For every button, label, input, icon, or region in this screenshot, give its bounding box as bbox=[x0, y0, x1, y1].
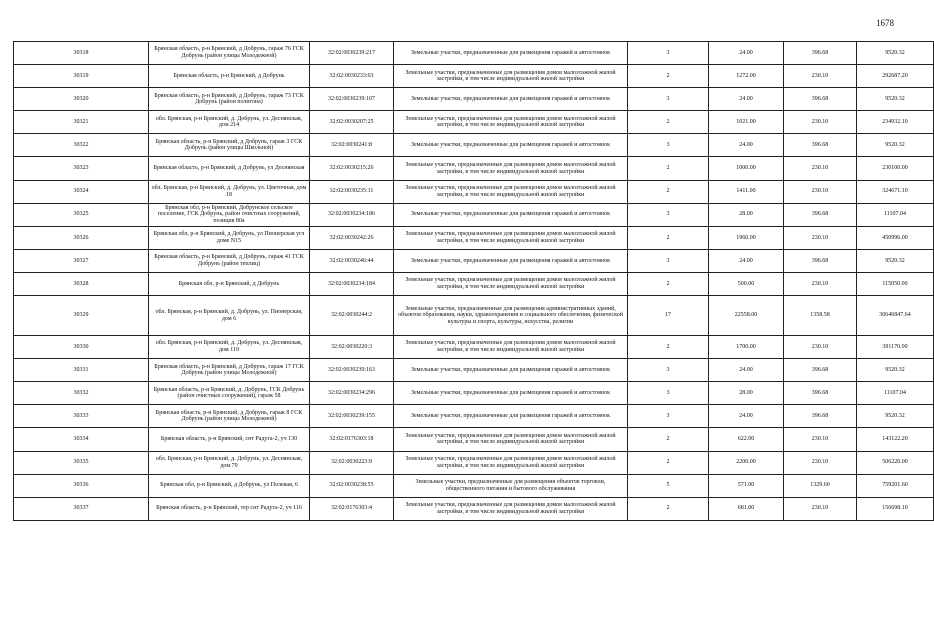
land-use-cell: Земельные участки, предназначенные для размещения домов малоэтажной жилой застройки, в том числе индивидуальной жилой застройки bbox=[394, 428, 628, 451]
row-id-cell: 30328 bbox=[14, 272, 149, 295]
table-row bbox=[14, 203, 934, 226]
table-row bbox=[14, 134, 934, 157]
unit-value-cell: 230.10 bbox=[784, 65, 857, 88]
land-use-cell: Земельные участки, предназначенные для размещения домов малоэтажной жилой застройки, в том числе индивидуальной жилой застройки bbox=[394, 226, 628, 249]
unit-value-cell: 396.68 bbox=[784, 88, 857, 111]
land-use-cell: Земельные участки, предназначенные для размещения домов малоэтажной жилой застройки, в том числе индивидуальной жилой застройки bbox=[394, 272, 628, 295]
cadastral-number-cell: 32:02:0176303:18 bbox=[310, 428, 394, 451]
use-group-cell: 3 bbox=[628, 134, 709, 157]
address-cell: Брянская область, р-н Брянский, д Добрунь, гараж 73 ГСК Добрунь (район полигона) bbox=[149, 88, 310, 111]
unit-value-cell: 230.10 bbox=[784, 157, 857, 180]
cadastral-value-cell: 324671.10 bbox=[857, 180, 934, 203]
cadastral-value-cell: 11107.04 bbox=[857, 382, 934, 405]
land-use-cell: Земельные участки, предназначенные для размещения домов малоэтажной жилой застройки, в том числе индивидуальной жилой застройки bbox=[394, 180, 628, 203]
table-row bbox=[14, 272, 934, 295]
page-number: 1678 bbox=[876, 18, 894, 28]
area-cell: 1960.00 bbox=[709, 226, 784, 249]
use-group-cell: 17 bbox=[628, 296, 709, 336]
row-id-cell: 30337 bbox=[14, 497, 149, 520]
use-group-cell: 3 bbox=[628, 249, 709, 272]
use-group-cell: 2 bbox=[628, 451, 709, 474]
cadastral-number-cell: 32:02:0030244:2 bbox=[310, 296, 394, 336]
table-row bbox=[14, 382, 934, 405]
land-use-cell: Земельные участки, предназначенные для размещения домов малоэтажной жилой застройки, в том числе индивидуальной жилой застройки bbox=[394, 111, 628, 134]
unit-value-cell: 230.10 bbox=[784, 180, 857, 203]
cadastral-value-cell: 9520.32 bbox=[857, 88, 934, 111]
table-row bbox=[14, 336, 934, 359]
area-cell: 28.00 bbox=[709, 203, 784, 226]
use-group-cell: 5 bbox=[628, 474, 709, 497]
table-row bbox=[14, 451, 934, 474]
row-id-cell: 30324 bbox=[14, 180, 149, 203]
address-cell: Брянская обл, р-н Брянский, д Добрунь bbox=[149, 272, 310, 295]
land-use-cell: Земельные участки, предназначенные для размещения административных зданий, объектов образования, науки, здравоохранения и социального обеспечения, физической культуры и спорта, культуры, искусства, религии bbox=[394, 296, 628, 336]
table-row bbox=[14, 180, 934, 203]
unit-value-cell: 396.68 bbox=[784, 42, 857, 65]
cadastral-number-cell: 32:02:0030239:155 bbox=[310, 405, 394, 428]
address-cell: обл. Брянская, р-н Брянский, д. Добрунь, ул. Деснянская, дом 214 bbox=[149, 111, 310, 134]
use-group-cell: 3 bbox=[628, 88, 709, 111]
use-group-cell: 2 bbox=[628, 272, 709, 295]
area-cell: 28.00 bbox=[709, 382, 784, 405]
cadastral-number-cell: 32:02:0030239:217 bbox=[310, 42, 394, 65]
use-group-cell: 2 bbox=[628, 497, 709, 520]
use-group-cell: 2 bbox=[628, 336, 709, 359]
row-id-cell: 30330 bbox=[14, 336, 149, 359]
address-cell: обл. Брянская, р-н Брянский, д. Добрунь, ул. Пионерская, дом 6 bbox=[149, 296, 310, 336]
area-cell: 2200.00 bbox=[709, 451, 784, 474]
unit-value-cell: 396.68 bbox=[784, 382, 857, 405]
address-cell: Брянская область, р-н Брянский, д Добрунь, гараж 8 ГСК Добрунь (район улицы Молодежной) bbox=[149, 405, 310, 428]
cadastral-value-cell: 143122.20 bbox=[857, 428, 934, 451]
cadastral-number-cell: 32:02:0030238:55 bbox=[310, 474, 394, 497]
unit-value-cell: 396.68 bbox=[784, 134, 857, 157]
cadastral-number-cell: 32:02:0030215:26 bbox=[310, 157, 394, 180]
cadastral-number-cell: 32:02:0030234:184 bbox=[310, 272, 394, 295]
row-id-cell: 30333 bbox=[14, 405, 149, 428]
address-cell: Брянская область, р-н Брянский, д Добрунь, ул Деснянская bbox=[149, 157, 310, 180]
unit-value-cell: 230.10 bbox=[784, 272, 857, 295]
unit-value-cell: 396.68 bbox=[784, 203, 857, 226]
use-group-cell: 2 bbox=[628, 226, 709, 249]
use-group-cell: 2 bbox=[628, 428, 709, 451]
area-cell: 24.00 bbox=[709, 88, 784, 111]
cadastral-number-cell: 32:02:0030239:107 bbox=[310, 88, 394, 111]
address-cell: Брянская область, р-н Брянский, д Добрунь, гараж 17 ГСК Добрунь (район улицы Молодежной) bbox=[149, 359, 310, 382]
area-cell: 622.00 bbox=[709, 428, 784, 451]
table-row bbox=[14, 65, 934, 88]
table-row bbox=[14, 88, 934, 111]
table-row bbox=[14, 157, 934, 180]
unit-value-cell: 230.10 bbox=[784, 428, 857, 451]
land-use-cell: Земельные участки, предназначенные для размещения домов малоэтажной жилой застройки, в том числе индивидуальной жилой застройки bbox=[394, 497, 628, 520]
area-cell: 1021.00 bbox=[709, 111, 784, 134]
cadastral-value-cell: 9520.32 bbox=[857, 249, 934, 272]
cadastral-value-cell: 506220.00 bbox=[857, 451, 934, 474]
cadastral-value-cell: 230100.00 bbox=[857, 157, 934, 180]
table-row bbox=[14, 249, 934, 272]
use-group-cell: 3 bbox=[628, 382, 709, 405]
cadastral-value-cell: 234932.10 bbox=[857, 111, 934, 134]
cadastral-number-cell: 32:02:0030234:296 bbox=[310, 382, 394, 405]
land-use-cell: Земельные участки, предназначенные для размещения гаражей и автостоянок bbox=[394, 42, 628, 65]
row-id-cell: 30322 bbox=[14, 134, 149, 157]
unit-value-cell: 230.10 bbox=[784, 226, 857, 249]
land-use-cell: Земельные участки, предназначенные для размещения гаражей и автостоянок bbox=[394, 382, 628, 405]
cadastral-number-cell: 32:02:0030239:163 bbox=[310, 359, 394, 382]
cadastral-number-cell: 32:02:0030234:186 bbox=[310, 203, 394, 226]
row-id-cell: 30329 bbox=[14, 296, 149, 336]
land-use-cell: Земельные участки, предназначенные для размещения домов малоэтажной жилой застройки, в том числе индивидуальной жилой застройки bbox=[394, 65, 628, 88]
cadastral-value-cell: 11107.04 bbox=[857, 203, 934, 226]
use-group-cell: 3 bbox=[628, 42, 709, 65]
address-cell: Брянская область, р-н Брянский, д Добрунь, гараж 76 ГСК Добрунь (район улицы Молодежной) bbox=[149, 42, 310, 65]
area-cell: 681.00 bbox=[709, 497, 784, 520]
cadastral-number-cell: 32:02:0030223:9 bbox=[310, 451, 394, 474]
row-id-cell: 30321 bbox=[14, 111, 149, 134]
land-use-cell: Земельные участки, предназначенные для размещения гаражей и автостоянок bbox=[394, 134, 628, 157]
cadastral-value-cell: 9520.32 bbox=[857, 42, 934, 65]
area-cell: 1000.00 bbox=[709, 157, 784, 180]
unit-value-cell: 230.10 bbox=[784, 451, 857, 474]
address-cell: Брянская область, р-н Брянский, д Добрунь, гараж 3 ГСК Добрунь (район улицы Школьной) bbox=[149, 134, 310, 157]
address-cell: обл. Брянская, р-н Брянский, д. Добрунь, ул. Деснянская, дом 119 bbox=[149, 336, 310, 359]
address-cell: Брянская область, р-н Брянский, тер снт Радуга-2, уч 116 bbox=[149, 497, 310, 520]
land-use-cell: Земельные участки, предназначенные для размещения гаражей и автостоянок bbox=[394, 88, 628, 111]
unit-value-cell: 230.10 bbox=[784, 111, 857, 134]
table-row bbox=[14, 428, 934, 451]
cadastral-number-cell: 32:02:0030242:26 bbox=[310, 226, 394, 249]
table-row bbox=[14, 497, 934, 520]
row-id-cell: 30336 bbox=[14, 474, 149, 497]
row-id-cell: 30326 bbox=[14, 226, 149, 249]
area-cell: 24.00 bbox=[709, 359, 784, 382]
unit-value-cell: 1358.58 bbox=[784, 296, 857, 336]
use-group-cell: 2 bbox=[628, 180, 709, 203]
row-id-cell: 30318 bbox=[14, 42, 149, 65]
unit-value-cell: 396.68 bbox=[784, 249, 857, 272]
area-cell: 500.00 bbox=[709, 272, 784, 295]
land-use-cell: Земельные участки, предназначенные для размещения гаражей и автостоянок bbox=[394, 359, 628, 382]
address-cell: обл. Брянская, р-н Брянский, д. Добрунь, ул. Цветочная, дом 18 bbox=[149, 180, 310, 203]
address-cell: Брянская область, р-н Брянский, снт Радуга-2, уч 130 bbox=[149, 428, 310, 451]
use-group-cell: 2 bbox=[628, 65, 709, 88]
table-row bbox=[14, 226, 934, 249]
row-id-cell: 30335 bbox=[14, 451, 149, 474]
area-cell: 1700.00 bbox=[709, 336, 784, 359]
use-group-cell: 2 bbox=[628, 111, 709, 134]
land-use-cell: Земельные участки, предназначенные для размещения домов малоэтажной жилой застройки, в том числе индивидуальной жилой застройки bbox=[394, 451, 628, 474]
land-use-cell: Земельные участки, предназначенные для размещения домов малоэтажной жилой застройки, в том числе индивидуальной жилой застройки bbox=[394, 336, 628, 359]
cadastral-value-cell: 30646847.64 bbox=[857, 296, 934, 336]
cadastral-number-cell: 32:02:0030233:63 bbox=[310, 65, 394, 88]
cadastral-number-cell: 32:02:0030220:3 bbox=[310, 336, 394, 359]
area-cell: 1272.00 bbox=[709, 65, 784, 88]
unit-value-cell: 230.10 bbox=[784, 497, 857, 520]
row-id-cell: 30327 bbox=[14, 249, 149, 272]
cadastral-value-cell: 9520.32 bbox=[857, 134, 934, 157]
land-use-cell: Земельные участки, предназначенные для размещения гаражей и автостоянок bbox=[394, 405, 628, 428]
table-row bbox=[14, 42, 934, 65]
cadastral-value-cell: 9520.32 bbox=[857, 405, 934, 428]
area-cell: 24.00 bbox=[709, 405, 784, 428]
address-cell: Брянская область, р-н Брянский, д Добрунь bbox=[149, 65, 310, 88]
row-id-cell: 30332 bbox=[14, 382, 149, 405]
row-id-cell: 30323 bbox=[14, 157, 149, 180]
table-row bbox=[14, 359, 934, 382]
area-cell: 24.00 bbox=[709, 42, 784, 65]
cadastral-value-cell: 391170.00 bbox=[857, 336, 934, 359]
row-id-cell: 30331 bbox=[14, 359, 149, 382]
unit-value-cell: 396.68 bbox=[784, 359, 857, 382]
row-id-cell: 30320 bbox=[14, 88, 149, 111]
area-cell: 24.00 bbox=[709, 134, 784, 157]
row-id-cell: 30319 bbox=[14, 65, 149, 88]
row-id-cell: 30334 bbox=[14, 428, 149, 451]
cadastral-value-cell: 292687.20 bbox=[857, 65, 934, 88]
cadastral-value-cell: 450996.00 bbox=[857, 226, 934, 249]
cadastral-value-cell: 156698.10 bbox=[857, 497, 934, 520]
use-group-cell: 3 bbox=[628, 405, 709, 428]
land-use-cell: Земельные участки, предназначенные для размещения домов малоэтажной жилой застройки, в том числе индивидуальной жилой застройки bbox=[394, 157, 628, 180]
area-cell: 24.00 bbox=[709, 249, 784, 272]
table-row bbox=[14, 111, 934, 134]
table-row bbox=[14, 296, 934, 336]
land-use-cell: Земельные участки, предназначенные для размещения гаражей и автостоянок bbox=[394, 249, 628, 272]
cadastral-number-cell: 32:02:0030246:44 bbox=[310, 249, 394, 272]
cadastral-number-cell: 32:02:0030207:25 bbox=[310, 111, 394, 134]
cadastral-value-cell: 759201.60 bbox=[857, 474, 934, 497]
cadastral-number-cell: 32:02:0030235:11 bbox=[310, 180, 394, 203]
unit-value-cell: 230.10 bbox=[784, 336, 857, 359]
land-use-cell: Земельные участки, предназначенные для размещения объектов торговли, общественного питания и бытового обслуживания bbox=[394, 474, 628, 497]
table-row bbox=[14, 405, 934, 428]
table-row bbox=[14, 474, 934, 497]
row-id-cell: 30325 bbox=[14, 203, 149, 226]
use-group-cell: 2 bbox=[628, 157, 709, 180]
cadastral-value-cell: 115050.00 bbox=[857, 272, 934, 295]
address-cell: Брянская область, р-н Брянский, д. Добрунь, ГСК Добрунь (район очистных сооружений), гараж 58 bbox=[149, 382, 310, 405]
address-cell: Брянская обл, р-н Брянский, д Добрунь, ул Пионерская угл доме N15 bbox=[149, 226, 310, 249]
address-cell: Брянская обл, р-н Брянский, Добрунское сельское поселение, ГСК Добрунь, район очистных сооружений, позиция 80а bbox=[149, 203, 310, 226]
address-cell: Брянская обл, р-н Брянский, д Добрунь, ул Полевая, 6 bbox=[149, 474, 310, 497]
unit-value-cell: 1329.60 bbox=[784, 474, 857, 497]
area-cell: 1411.00 bbox=[709, 180, 784, 203]
cadastral-number-cell: 32:02:0176303:4 bbox=[310, 497, 394, 520]
unit-value-cell: 396.68 bbox=[784, 405, 857, 428]
use-group-cell: 3 bbox=[628, 359, 709, 382]
area-cell: 22558.00 bbox=[709, 296, 784, 336]
cadastral-value-table bbox=[13, 41, 934, 521]
land-use-cell: Земельные участки, предназначенные для размещения гаражей и автостоянок bbox=[394, 203, 628, 226]
address-cell: Брянская область, р-н Брянский, д Добрунь, гараж 41 ГСК Добрунь (район теплиц) bbox=[149, 249, 310, 272]
use-group-cell: 3 bbox=[628, 203, 709, 226]
cadastral-number-cell: 32:02:0030241:8 bbox=[310, 134, 394, 157]
area-cell: 571.00 bbox=[709, 474, 784, 497]
cadastral-value-cell: 9520.32 bbox=[857, 359, 934, 382]
address-cell: обл. Брянская, р-н Брянский, д. Добрунь, ул. Деснянская, дом 79 bbox=[149, 451, 310, 474]
